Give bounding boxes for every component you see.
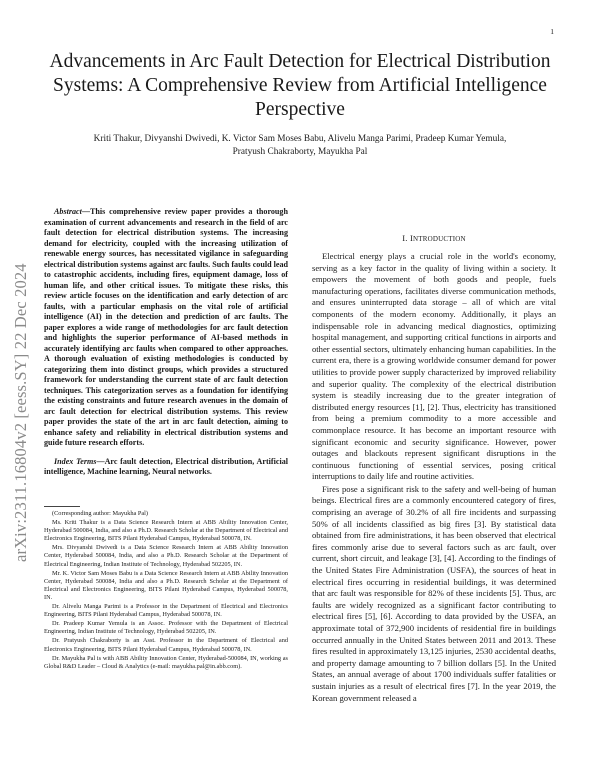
- right-column: [312, 207, 556, 705]
- footnote-author-parimi: Dr. Alivelu Manga Parimi is a Professor in the Department of Electrical and Electronics Engineering, BITS Pilani Hyderabad Campus, Hyderabad 500078, IN.: [44, 603, 288, 619]
- footnote-divider: [44, 506, 80, 507]
- intro-paragraph-2: Fires pose a significant risk to the safety and well-being of human beings. Electrical fires are a commonly encountered category of fires, comprising an average of 30.2% of all fire incidents and surpassing 50% of all incidents classified as big fires [3]. By statistical data obtained from fire administrations, it has been observed that electrical fires commonly arise due to several factors such as arc fault, over current, short circuit, and leakage [3], [4]. According to the findings of the United States Fire Administration (USFA), the sources of heat in electrical fires occurring in residential buildings, it was determined that arc fault was responsible for 82% of these incidents [5]. Thus, arc faults are widely recognized as a significant factor contributing to electrical fires [5], [6]. According to data provided by the USFA, an approximate total of 372,900 incidents of residential fire in buildings occurred annually in the United States between 2011 and 2013. These fires resulted in approximately 13,125 injuries, 2530 accidental deaths, and property damage amounting to 7 billion dollars [5]. In the United States, an annual average of about 1700 individuals suffer fatalities or sustain injuries as a result of electrical fires [7]. In the year 2019, the Korean government released a: [312, 483, 556, 703]
- footnote-author-yemula: Dr. Pradeep Kumar Yemula is an Assoc. Professor with the Department of Electrical Engineering, Indian Institute of Technology, Hyderabad 502205, IN.: [44, 620, 288, 636]
- authors-line-2: Pratyush Chakraborty, Mayukha Pal: [232, 147, 368, 157]
- footnote-author-dwivedi: Mrs. Divyanshi Dwivedi is a Data Science Research Intern at ABB Ability Innovation Center, Hyderabad 500084, India, and also a Ph.D. Research Scholar at the Department of Electrical Engineering, Indian Institute of Technology, Hyderabad 502205, IN.: [44, 544, 288, 568]
- abstract-text: —This comprehensive review paper provides a thorough examination of current advancements and research in the field of arc fault detection for electrical distribution systems. The increasing demand for electricity, coupled with the increasing utilization of renewable energy sources, has necessitated vigilance in safeguarding electrical distribution systems against arc faults. Such faults could lead to catastrophic accidents, including fires, equipment damage, loss of human life, and other critical issues. To mitigate these risks, this review article focuses on the identification and early detection of arc faults, with a particular emphasis on the vital role of artificial intelligence (AI) in the detection and prediction of arc faults. The paper explores a wide range of methodologies for arc fault detection and highlights the superior performance of AI-based methods in accurately identifying arc faults when compared to other approaches. A thorough evaluation of existing methodologies is conducted by categorizing them into distinct groups, which provides a structured framework for understanding the current state of arc fault detection techniques. This categorization serves as a foundation for identifying the existing constraints and future research avenues in the domain of arc fault detection for electrical distribution systems. This review paper provides the state of the art in arc fault detection, aiming to enhance safety and reliability in electrical distribution systems and guide future research efforts.: [44, 207, 289, 447]
- left-column: [44, 207, 288, 478]
- page-number: 1: [550, 27, 554, 36]
- index-terms-label: Index Terms: [54, 456, 97, 466]
- paper-title: Advancements in Arc Fault Detection for Electrical Distribution Systems: A Comprehensive Review from Artificial Intelligence Perspective: [49, 51, 551, 120]
- abstract: [44, 207, 288, 449]
- section-name: NTRODUCTION: [413, 235, 466, 243]
- section-numeral: I. I: [402, 233, 414, 243]
- abstract-label: Abstract: [54, 207, 82, 216]
- index-terms-text: —Arc fault detection, Electrical distribution, Artificial intelligence, Machine learning, Neural networks.: [44, 456, 289, 476]
- arxiv-identifier-stamp: arXiv:2311.16804v2 [eess.SY] 22 Dec 2024: [11, 263, 30, 562]
- footnote-author-babu: Mr. K. Victor Sam Moses Babu is a Data Science Research Intern at ABB Ability Innovation Center, Hyderabad 500084, India and also a Ph.D. Research Scholar at the Department of Electrical and Electronics Engineering, BITS Pilani Hyderabad Campus, Hyderabad 500078, IN.: [44, 569, 288, 601]
- author-footnotes: [44, 506, 288, 672]
- footnote-corresponding-author: (Corresponding author: Mayukha Pal): [52, 510, 149, 517]
- authors-line-1: Kriti Thakur, Divyanshi Dwivedi, K. Victor Sam Moses Babu, Alivelu Manga Parimi, Pradeep Kumar Yemula,: [93, 134, 507, 144]
- footnote-author-thakur: Ms. Kriti Thakur is a Data Science Research Intern at ABB Ability Innovation Center, Hyderabad 500084, India, and also a Ph.D. Research Scholar at the Department of Electrical and Electronics Engineering, BITS Pilani Hyderabad Campus, Hyderabad 500078, IN.: [44, 519, 288, 543]
- paper-header: [44, 50, 556, 159]
- footnote-author-chakraborty: Dr. Pratyush Chakraborty is an Asst. Professor in the Department of Electrical and Electronics Engineering, BITS Pilani Hyderabad Campus, Hyderabad 500078, IN.: [44, 637, 288, 653]
- author-list: [44, 133, 556, 159]
- intro-paragraph-1: Electrical energy plays a crucial role in the world's economy, serving as a key factor in the quality of living within a society. It empowers the movement of both goods and people, fuels manufacturing operations, facilitates diverse communication methods, and ensures uninterrupted data storage – all of which are vital components of the modern economy. Additionally, it plays an indispensable role in advancing medical diagnostics, optimizing hospital management, and supporting critical functions in airports and other essential sectors, ultimately enhancing human capabilities. In the current era, there is a growing worldwide consumer demand for power utilities to provide power supply characterized by improved reliability and superior quality. The complexity of the electrical distribution system is steadily increasing due to the greater integration of distributed energy resources [1], [2]. Thus, electricity has transitioned from being a premium commodity to a more accessible and commonplace resource. It has become an important resource with significant economic and security significance. However, power outages and blackouts represent significant disruptions in the continuous functioning of essential services, posing critical interruptions to daily life and routine activities.: [312, 251, 556, 482]
- section-heading-introduction: [312, 233, 556, 243]
- footnote-author-pal: Dr. Mayukha Pal is with ABB Ability Innovation Center, Hyderabad-500084, IN, working as Global R&D Leader – Cloud & Analytics (e-mail: mayukha.pal@in.abb.com).: [44, 654, 288, 670]
- index-terms: [44, 457, 288, 478]
